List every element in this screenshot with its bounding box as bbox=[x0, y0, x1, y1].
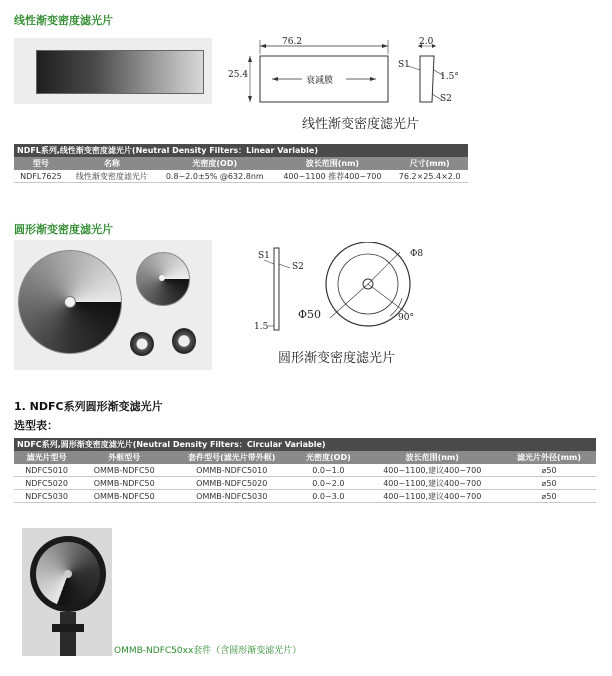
table-header: 光密度(OD) bbox=[294, 451, 362, 464]
table-header: 尺寸(mm) bbox=[391, 157, 468, 170]
section-title-ndfc: 1. NDFC系列圆形渐变滤光片 bbox=[14, 400, 163, 413]
dim-length: 76.2 bbox=[282, 37, 303, 47]
table-caption: NDFL系列,线性渐变密度滤光片(Neutral Density Filters：Linear Variable) bbox=[14, 144, 468, 157]
surface-s1: S1 bbox=[258, 251, 270, 261]
mounted-filter-photo bbox=[22, 528, 112, 656]
section-title-circular: 圆形渐变密度滤光片 bbox=[14, 223, 113, 236]
table-row bbox=[14, 490, 596, 503]
table-row bbox=[14, 464, 596, 477]
table-header: 型号 bbox=[14, 157, 68, 170]
selection-table-title: 选型表： bbox=[14, 419, 58, 432]
dim-hole: Φ8 bbox=[410, 249, 424, 259]
table-cell: NDFL7625 bbox=[14, 170, 68, 183]
table-cell: OMMB-NDFC5010 bbox=[169, 464, 294, 477]
table-cell: 400~1100,建议400~700 bbox=[362, 464, 502, 477]
table-cell: 线性渐变密度滤光片 bbox=[68, 170, 156, 183]
table-header: 滤光片型号 bbox=[14, 451, 79, 464]
photo-caption: OMMB-NDFC50xx套件（含圆形渐变滤光片） bbox=[114, 646, 302, 656]
linear-drawing-label: 线性渐变密度滤光片 bbox=[302, 117, 420, 132]
table-cell: OMMB-NDFC5020 bbox=[169, 477, 294, 490]
table-header: 波长范围(nm) bbox=[362, 451, 502, 464]
table-cell: ⌀50 bbox=[502, 464, 596, 477]
table-cell: NDFC5030 bbox=[14, 490, 79, 503]
table-cell: 0.0~1.0 bbox=[294, 464, 362, 477]
table-cell: 0.8~2.0±5% @632.8nm bbox=[156, 170, 273, 183]
dim-thickness: 2.0 bbox=[419, 37, 434, 47]
circular-filter-table bbox=[14, 438, 596, 503]
table-cell: 400~1100,建议400~700 bbox=[362, 477, 502, 490]
table-cell: 0.0~3.0 bbox=[294, 490, 362, 503]
table-header: 波长范围(nm) bbox=[274, 157, 392, 170]
attenuation-film-label: 衰减膜 bbox=[306, 76, 334, 86]
linear-filter-table bbox=[14, 144, 468, 183]
table-caption: NDFC系列,圆形渐变密度滤光片(Neutral Density Filters：Circular Variable) bbox=[14, 438, 596, 451]
table-header: 滤光片外径(mm) bbox=[502, 451, 596, 464]
table-cell: 400~1100 推荐400~700 bbox=[274, 170, 392, 183]
table-header: 名称 bbox=[68, 157, 156, 170]
section-title-linear: 线性渐变密度滤光片 bbox=[14, 14, 113, 27]
table-cell: 400~1100,建议400~700 bbox=[362, 490, 502, 503]
table-header: 光密度(OD) bbox=[156, 157, 273, 170]
surface-s1: S1 bbox=[398, 60, 410, 70]
table-cell: ⌀50 bbox=[502, 477, 596, 490]
table-cell: OMMB-NDFC50 bbox=[79, 477, 169, 490]
table-cell: NDFC5010 bbox=[14, 464, 79, 477]
circular-filter-photo bbox=[14, 240, 212, 370]
table-cell: ⌀50 bbox=[502, 490, 596, 503]
table-cell: 0.0~2.0 bbox=[294, 477, 362, 490]
table-cell: NDFC5020 bbox=[14, 477, 79, 490]
table-row bbox=[14, 170, 468, 183]
circular-drawing-label: 圆形渐变密度滤光片 bbox=[278, 351, 396, 366]
linear-filter-photo bbox=[14, 38, 212, 104]
table-cell: 76.2×25.4×2.0 bbox=[391, 170, 468, 183]
table-cell: OMMB-NDFC50 bbox=[79, 490, 169, 503]
dim-thickness: 1.5 bbox=[254, 322, 269, 332]
table-cell: OMMB-NDFC50 bbox=[79, 464, 169, 477]
wedge-angle: 1.5° bbox=[440, 72, 459, 82]
table-header: 套件型号(滤光片带外框) bbox=[169, 451, 294, 464]
surface-s2: S2 bbox=[292, 262, 304, 272]
dim-diameter: Φ50 bbox=[298, 308, 322, 321]
dim-angle: 90° bbox=[398, 313, 414, 323]
table-row bbox=[14, 477, 596, 490]
table-cell: OMMB-NDFC5030 bbox=[169, 490, 294, 503]
table-header: 外框型号 bbox=[79, 451, 169, 464]
surface-s2: S2 bbox=[440, 94, 452, 104]
dim-height: 25.4 bbox=[228, 70, 249, 80]
